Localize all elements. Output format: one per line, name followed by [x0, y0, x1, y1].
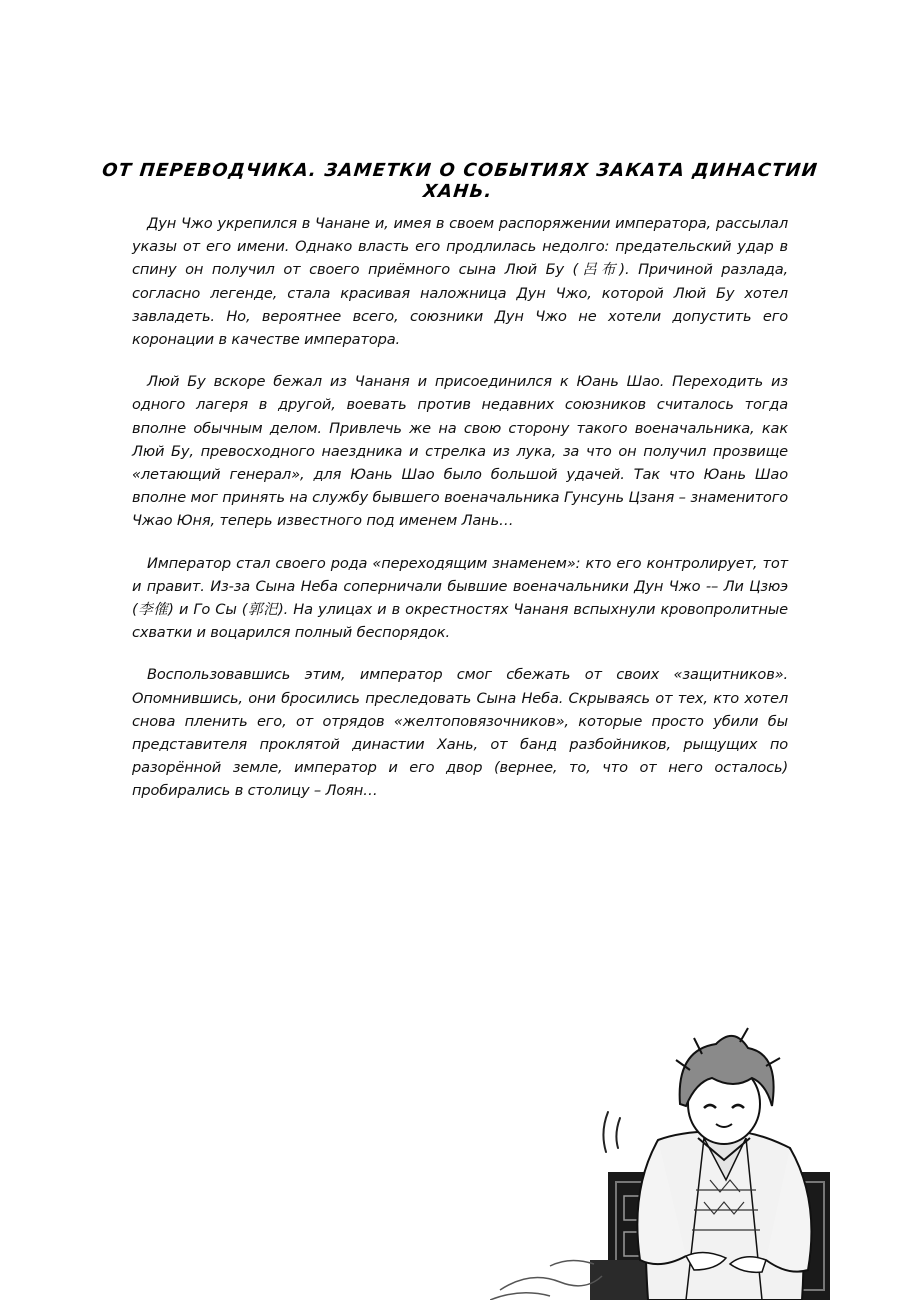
motion-lines [603, 1112, 620, 1152]
translator-notes [132, 212, 788, 822]
paragraph-4: Воспользовавшись этим, император смог сбежать от своих «защитников». Опомнившись, они бросились преследовать Сына Неба. Скрываясь от тех, кто хотел снова пленить его, от отрядов «желтоповязочников», которые просто убили бы представителя проклятой династии Хань, от банд разбойников, рыщущих по разорённой земле, император и его двор (вернее, то, что от него осталось) пробирались в столицу – Лоян… [132, 666, 788, 800]
figure-body [637, 1131, 811, 1300]
floor-sketch [490, 1260, 602, 1300]
paragraph-2: Люй Бу вскоре бежал из Чананя и присоединился к Юань Шао. Переходить из одного лагеря в другой, воевать против недавних союзников считалось тогда вполне обычным делом. Привлечь же на свою сторону такого военачальника, как Люй Бу, превосходного наездника и стрелка из лука, за что он получил прозвище «летающий генерал», для Юань Шао было большой удачей. Так что Юань Шао вполне мог принять на службу бывшего военачальника Гунсунь Цзаня – знаменитого Чжао Юня, теперь известного под именем Лань… [132, 373, 788, 530]
paragraph-3: Император стал своего рода «переходящим знаменем»: кто его контролирует, тот и правит. Из-за Сына Неба соперничали бывшие военачальники Дун Чжо -– Ли Цзюэ (李傕) и Го Сы (郭汜). На улицах и в окрестностях Чананя вспыхнули кровопролитные схватки и воцарился полный беспорядок. [132, 554, 788, 642]
emperor-illustration [490, 1020, 918, 1300]
page-title: ОТ ПЕРЕВОДЧИКА. ЗАМЕТКИ О СОБЫТИЯХ ЗАКАТА ДИНАСТИИ ХАНЬ. [101, 160, 820, 202]
paragraph-1: Дун Чжо укрепился в Чанане и, имея в своем распоряжении императора, рассылал указы от его имени. Однако власть его продлилась недолго: предательский удар в спину он получил от своего приёмного сына Люй Бу (呂布). Причиной разлада, согласно легенде, стала красивая наложница Дун Чжо, которой Люй Бу хотел завладеть. Но, вероятнее всего, союзники Дун Чжо не хотели допустить его коронации в качестве императора. [132, 215, 788, 349]
